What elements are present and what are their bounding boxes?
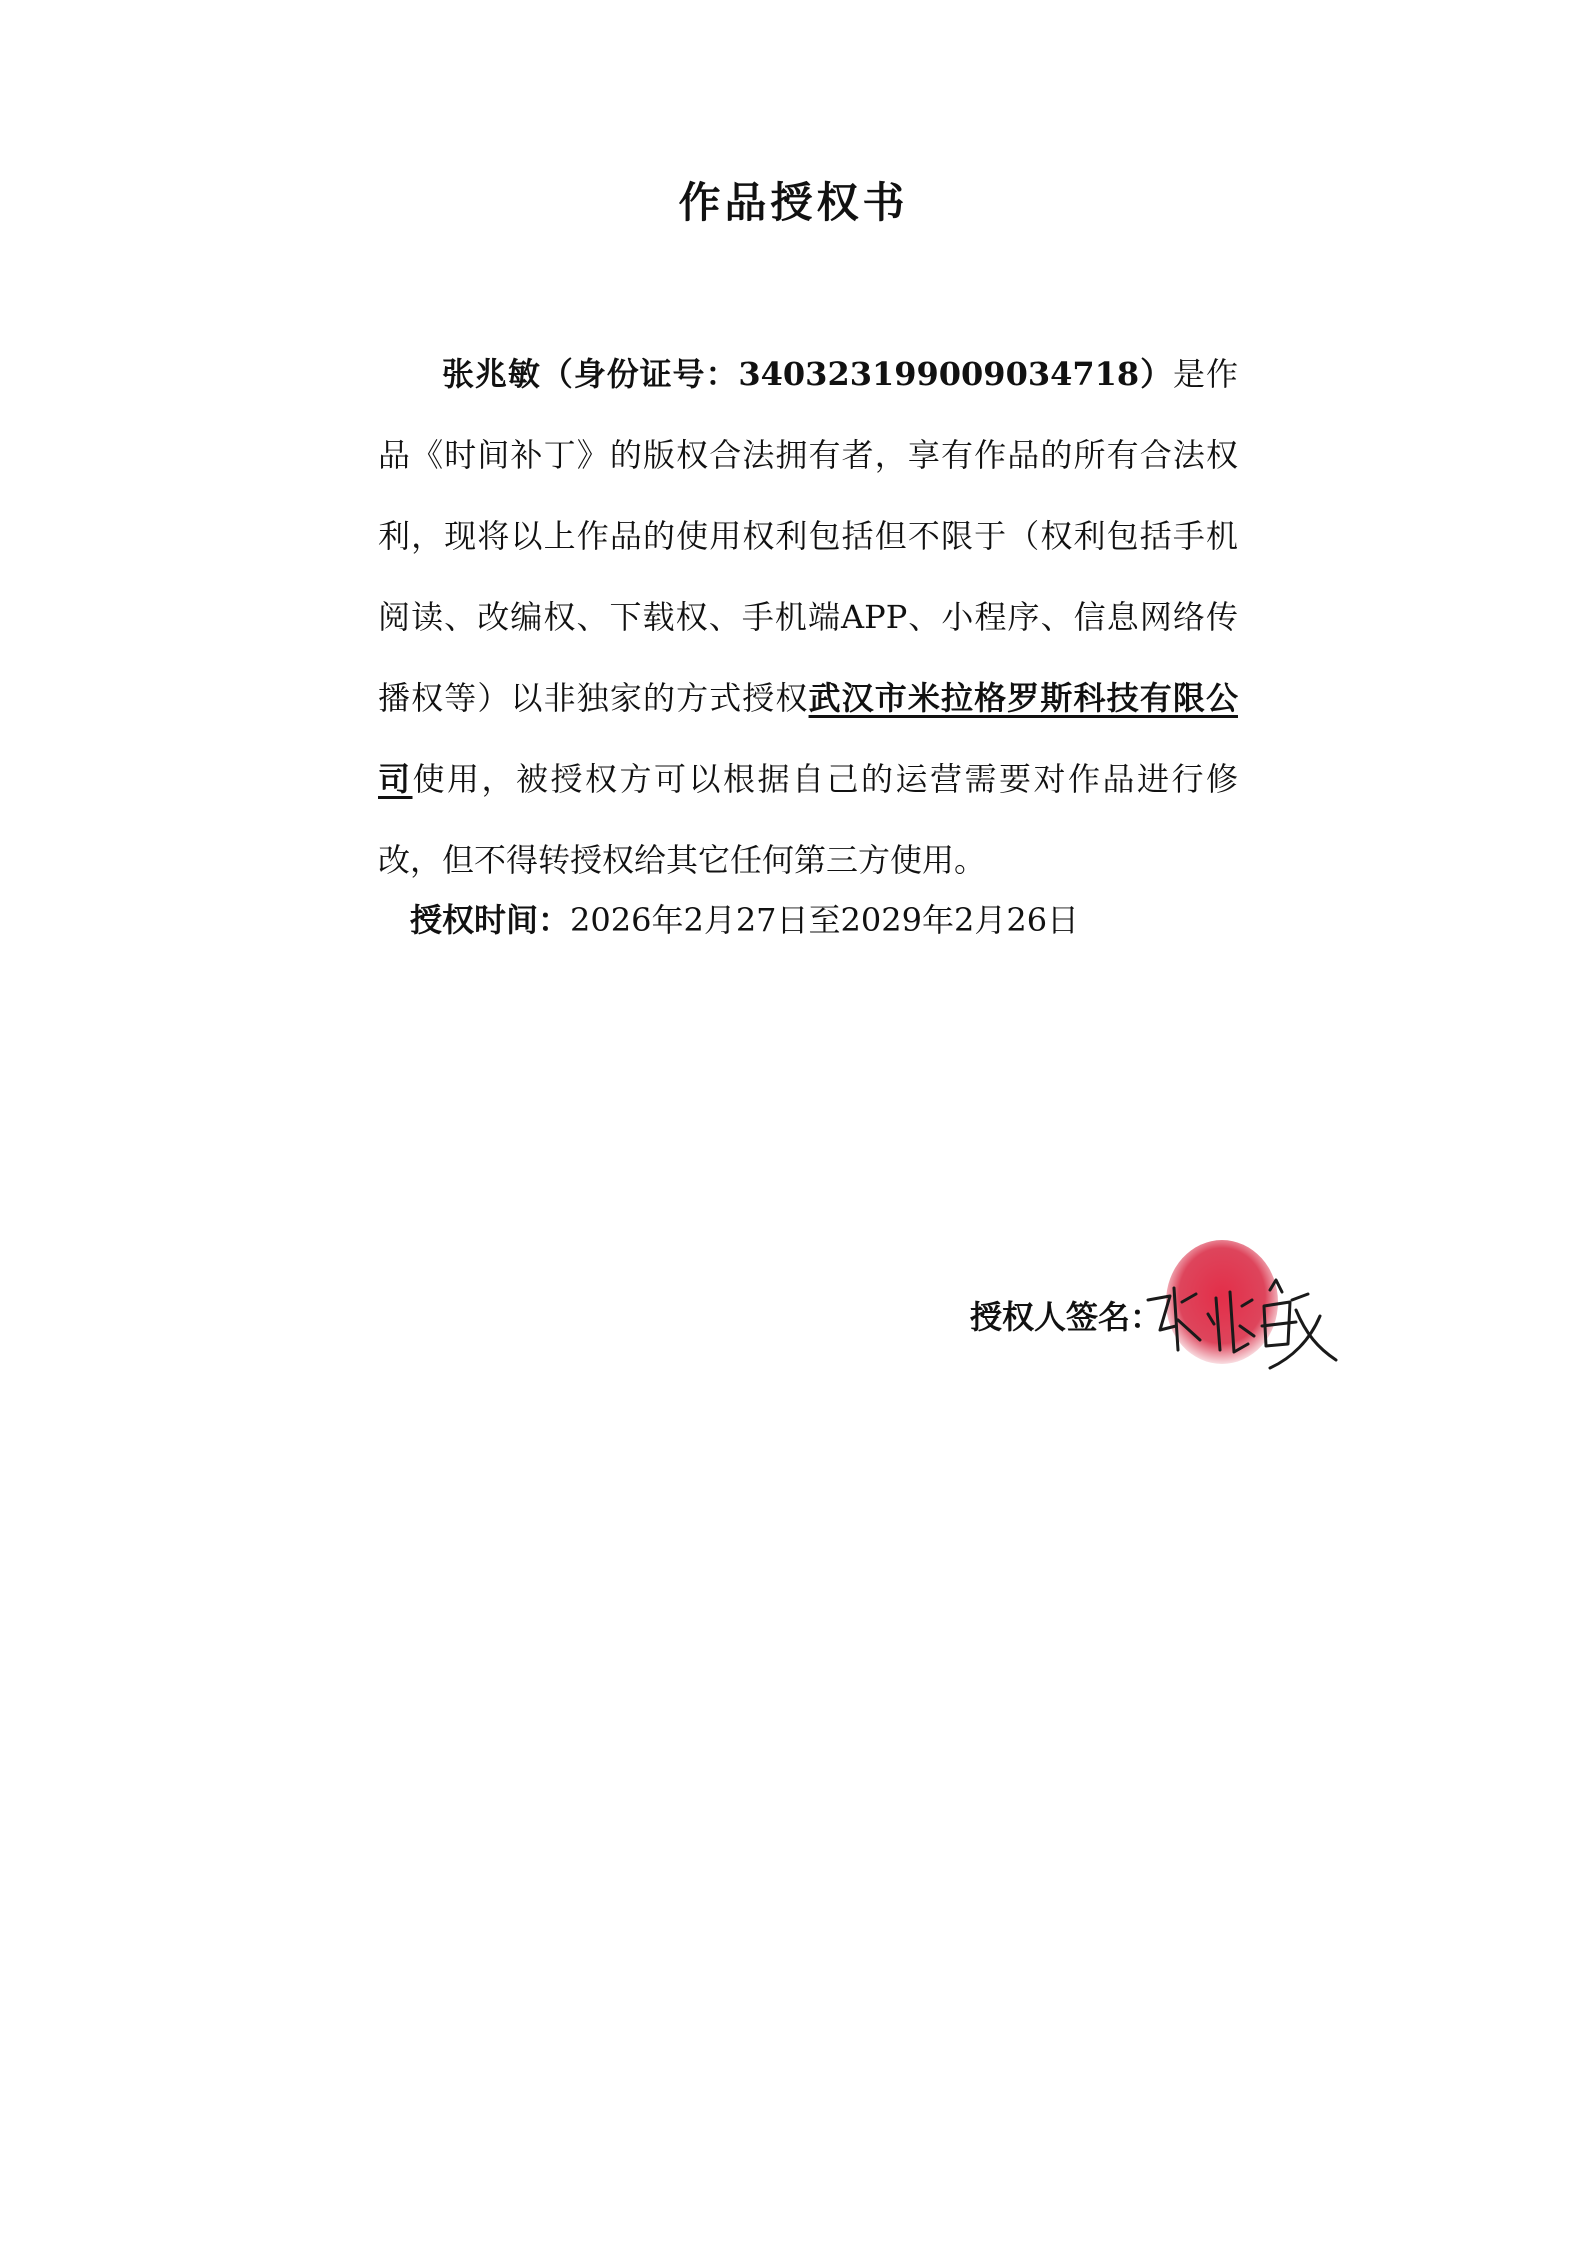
period-label: 授权时间：	[410, 901, 571, 939]
authorization-paragraph	[378, 334, 1238, 901]
paragraph-part2: 使用，被授权方可以根据自己的运营需要对作品进行修改，但不得转授权给其它任何第三方使用。	[378, 760, 1238, 879]
grantor-name: 张兆敏	[442, 355, 541, 393]
signature-fingerprint-icon	[1130, 1240, 1340, 1380]
signature-label: 授权人签名：	[970, 1298, 1163, 1336]
document-title: 作品授权书	[678, 178, 909, 227]
paragraph-part1: 是作品《时间补丁》的版权合法拥有者，享有作品的所有合法权利，现将以上作品的使用权利包括但不限于（权利包括手机阅读、改编权、下载权、手机端APP、小程序、信息网络传播权等）以非独家的方式授权	[378, 355, 1238, 717]
period-value: 2026年2月27日至2029年2月26日	[570, 901, 1080, 939]
grantor-id: （身份证号：340323199009034718）	[540, 355, 1174, 393]
signature-row	[970, 1240, 1350, 1380]
licensee-name: 武汉市米拉格罗斯科技有限公司	[378, 679, 1238, 798]
authorization-period	[410, 880, 1079, 961]
